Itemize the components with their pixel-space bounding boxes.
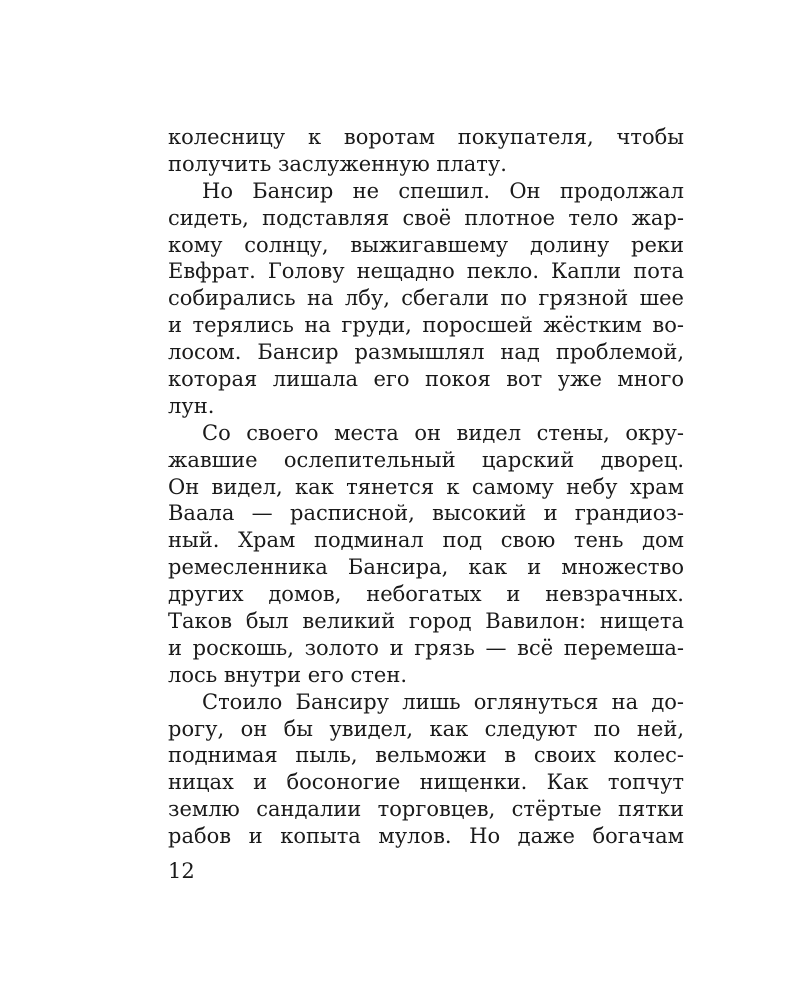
text-line: землю сандалии торговцев, стёртые пятки: [168, 797, 684, 822]
text-line: лосом. Бансир размышлял над проблемой,: [168, 340, 684, 365]
text-line: поднимая пыль, вельможи в своих колес-: [168, 743, 684, 768]
page-number: 12: [168, 859, 195, 883]
text-line: собирались на лбу, сбегали по грязной шее: [168, 286, 684, 311]
text-line: рогу, он бы увидел, как следуют по ней,: [168, 716, 684, 741]
text-line: сидеть, подставляя своё плотное тело жар-: [168, 205, 684, 230]
text-line: Ваала — расписной, высокий и грандиоз-: [168, 501, 684, 526]
text-line: получить заслуженную плату.: [168, 151, 507, 176]
text-line: ный. Храм подминал под свою тень дом: [168, 528, 684, 553]
body-text: [168, 124, 684, 850]
text-line: Евфрат. Голову нещадно пекло. Капли пота: [168, 259, 684, 284]
text-line: которая лишала его покоя вот уже много: [168, 367, 684, 392]
text-line: Он видел, как тянется к самому небу храм: [168, 474, 684, 499]
text-line: и роскошь, золото и грязь — всё перемеша-: [168, 635, 684, 660]
text-line: лун.: [168, 393, 215, 418]
text-line: Таков был великий город Вавилон: нищета: [168, 609, 684, 634]
text-line: рабов и копыта мулов. Но даже богачам: [168, 824, 684, 849]
text-line: лось внутри его стен.: [168, 662, 407, 687]
text-line: колесницу к воротам покупателя, чтобы: [168, 125, 684, 149]
text-line: Но Бансир не спешил. Он продолжал: [202, 178, 684, 203]
text-line: жавшие ослепительный царский дворец.: [168, 447, 684, 472]
text-line: ремесленника Бансира, как и множество: [168, 555, 684, 580]
text-line: кому солнцу, выжигавшему долину реки: [168, 232, 684, 257]
text-line: Со своего места он видел стены, окру-: [202, 420, 684, 445]
text-line: ницах и босоногие нищенки. Как топчут: [168, 770, 684, 795]
text-line: Стоило Бансиру лишь оглянуться на до-: [202, 689, 684, 714]
text-line: и терялись на груди, поросшей жёстким во-: [168, 313, 684, 338]
text-line: других домов, небогатых и невзрачных.: [168, 582, 684, 607]
